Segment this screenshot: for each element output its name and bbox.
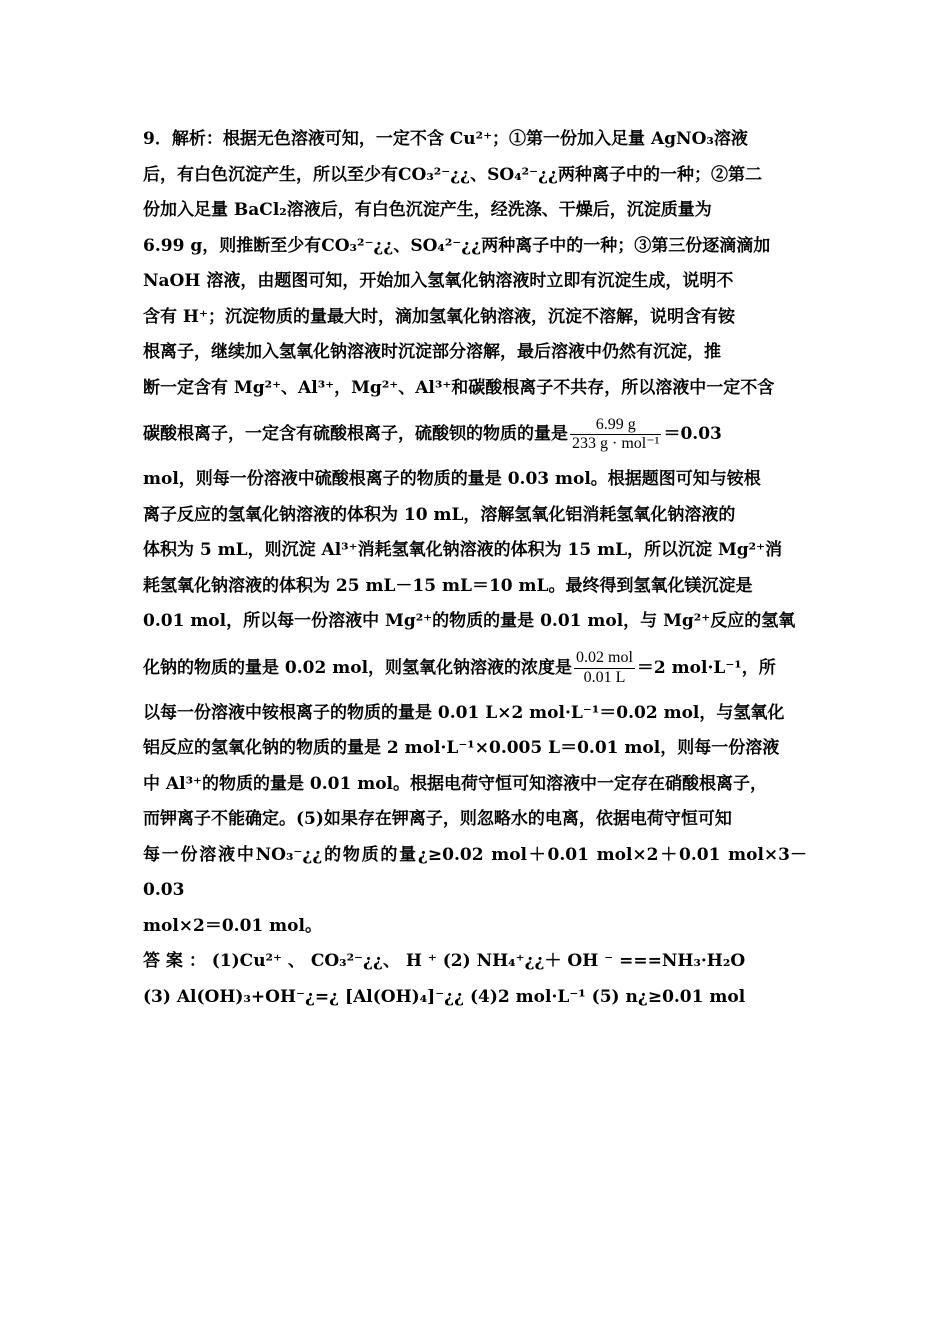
fraction-barium-sulfate xyxy=(570,416,661,454)
text-line: 断一定含有 Mg²⁺、Al³⁺，Mg²⁺、Al³⁺和碳酸根离子不共存，所以溶液中一定不含 xyxy=(143,377,775,398)
fraction-concentration xyxy=(574,649,635,687)
text-line: 每一份溶液中NO₃⁻¿¿的物质的量¿≥0.02 mol＋0.01 mol×2＋0.01 mol×3－0.03 xyxy=(143,844,807,900)
text-line: 6.99 g，则推断至少有CO₃²⁻¿¿、SO₄²⁻¿¿两种离子中的一种；③第三份逐滴滴加 xyxy=(143,235,771,256)
text-line: 含有 H⁺；沉淀物质的量最大时，滴加氢氧化钠溶液，沉淀不溶解，说明含有铵 xyxy=(143,306,735,327)
text-line: mol，则每一份溶液中硫酸根离子的物质的量是 0.03 mol。根据题图可知与铵根 xyxy=(143,469,761,489)
answer-line: 答 案 ： (1)Cu²⁺ 、 CO₃²⁻¿¿、 H ⁺ (2) NH₄⁺¿¿＋ OH ⁻ ===NH₃·H₂O xyxy=(143,951,746,971)
text-line: 中 Al³⁺的物质的量是 0.01 mol。根据电荷守恒可知溶液中一定存在硝酸根离子， xyxy=(143,773,768,794)
text-line: 离子反应的氢氧化钠溶液的体积为 10 mL，溶解氢氧化铝消耗氢氧化钠溶液的 xyxy=(143,504,736,525)
text-line-with-fraction xyxy=(143,640,807,696)
text-line: 根离子，继续加入氢氧化钠溶液时沉淀部分溶解，最后溶液中仍然有沉淀，推 xyxy=(143,342,721,362)
solution-text xyxy=(143,122,807,1015)
text-line: 份加入足量 BaCl₂溶液后，有白色沉淀产生，经洗涤、干燥后，沉淀质量为 xyxy=(143,200,712,220)
text-segment: 碳酸根离子，一定含有硫酸根离子，硫酸钡的物质的量是 xyxy=(143,424,568,444)
text-line: 体积为 5 mL，则沉淀 Al³⁺消耗氢氧化钠溶液的体积为 15 mL，所以沉淀 Mg²⁺消 xyxy=(143,540,783,560)
fraction-denominator: 0.01 L xyxy=(583,668,626,686)
text-line: 而钾离子不能确定。(5)如果存在钾离子，则忽略水的电离，依据电荷守恒可知 xyxy=(143,809,732,829)
text-segment: ＝2 mol·L⁻¹，所 xyxy=(636,657,776,678)
text-line: 后，有白色沉淀产生，所以至少有CO₃²⁻¿¿、SO₄²⁻¿¿两种离子中的一种；②第二 xyxy=(143,164,762,185)
text-line: mol×2＝0.01 mol。 xyxy=(143,915,322,936)
fraction-numerator: 6.99 g xyxy=(570,416,661,435)
text-line: 9．解析：根据无色溶液可知，一定不含 Cu²⁺；①第一份加入足量 AgNO₃溶液 xyxy=(143,129,748,149)
text-line: 耗氢氧化钠溶液的体积为 25 mL－15 mL＝10 mL。最终得到氢氧化镁沉淀是 xyxy=(143,575,753,596)
text-segment: 化钠的物质的量是 0.02 mol，则氢氧化钠溶液的浓度是 xyxy=(143,657,573,678)
text-line: 铝反应的氢氧化钠的物质的量是 2 mol·L⁻¹×0.005 L＝0.01 mol，则每一份溶液 xyxy=(143,738,780,758)
text-line: 以每一份溶液中铵根离子的物质的量是 0.01 L×2 mol·L⁻¹＝0.02 mol，与氢氧化 xyxy=(143,702,785,723)
text-line-with-fraction xyxy=(143,406,807,462)
fraction-numerator: 0.02 mol xyxy=(574,649,635,668)
fraction-denominator: 233 g · mol⁻¹ xyxy=(572,435,660,452)
text-line: NaOH 溶液，由题图可知，开始加入氢氧化钠溶液时立即有沉淀生成，说明不 xyxy=(143,271,734,291)
text-line: 0.01 mol，所以每一份溶液中 Mg²⁺的物质的量是 0.01 mol，与 Mg²⁺反应的氢氧 xyxy=(143,611,796,631)
text-segment: ＝0.03 xyxy=(663,424,722,444)
answer-line: (3) Al(OH)₃+OH⁻¿=¿ [Al(OH)₄]⁻¿¿ (4)2 mol·L⁻¹ (5) n¿≥0.01 mol xyxy=(143,986,746,1007)
